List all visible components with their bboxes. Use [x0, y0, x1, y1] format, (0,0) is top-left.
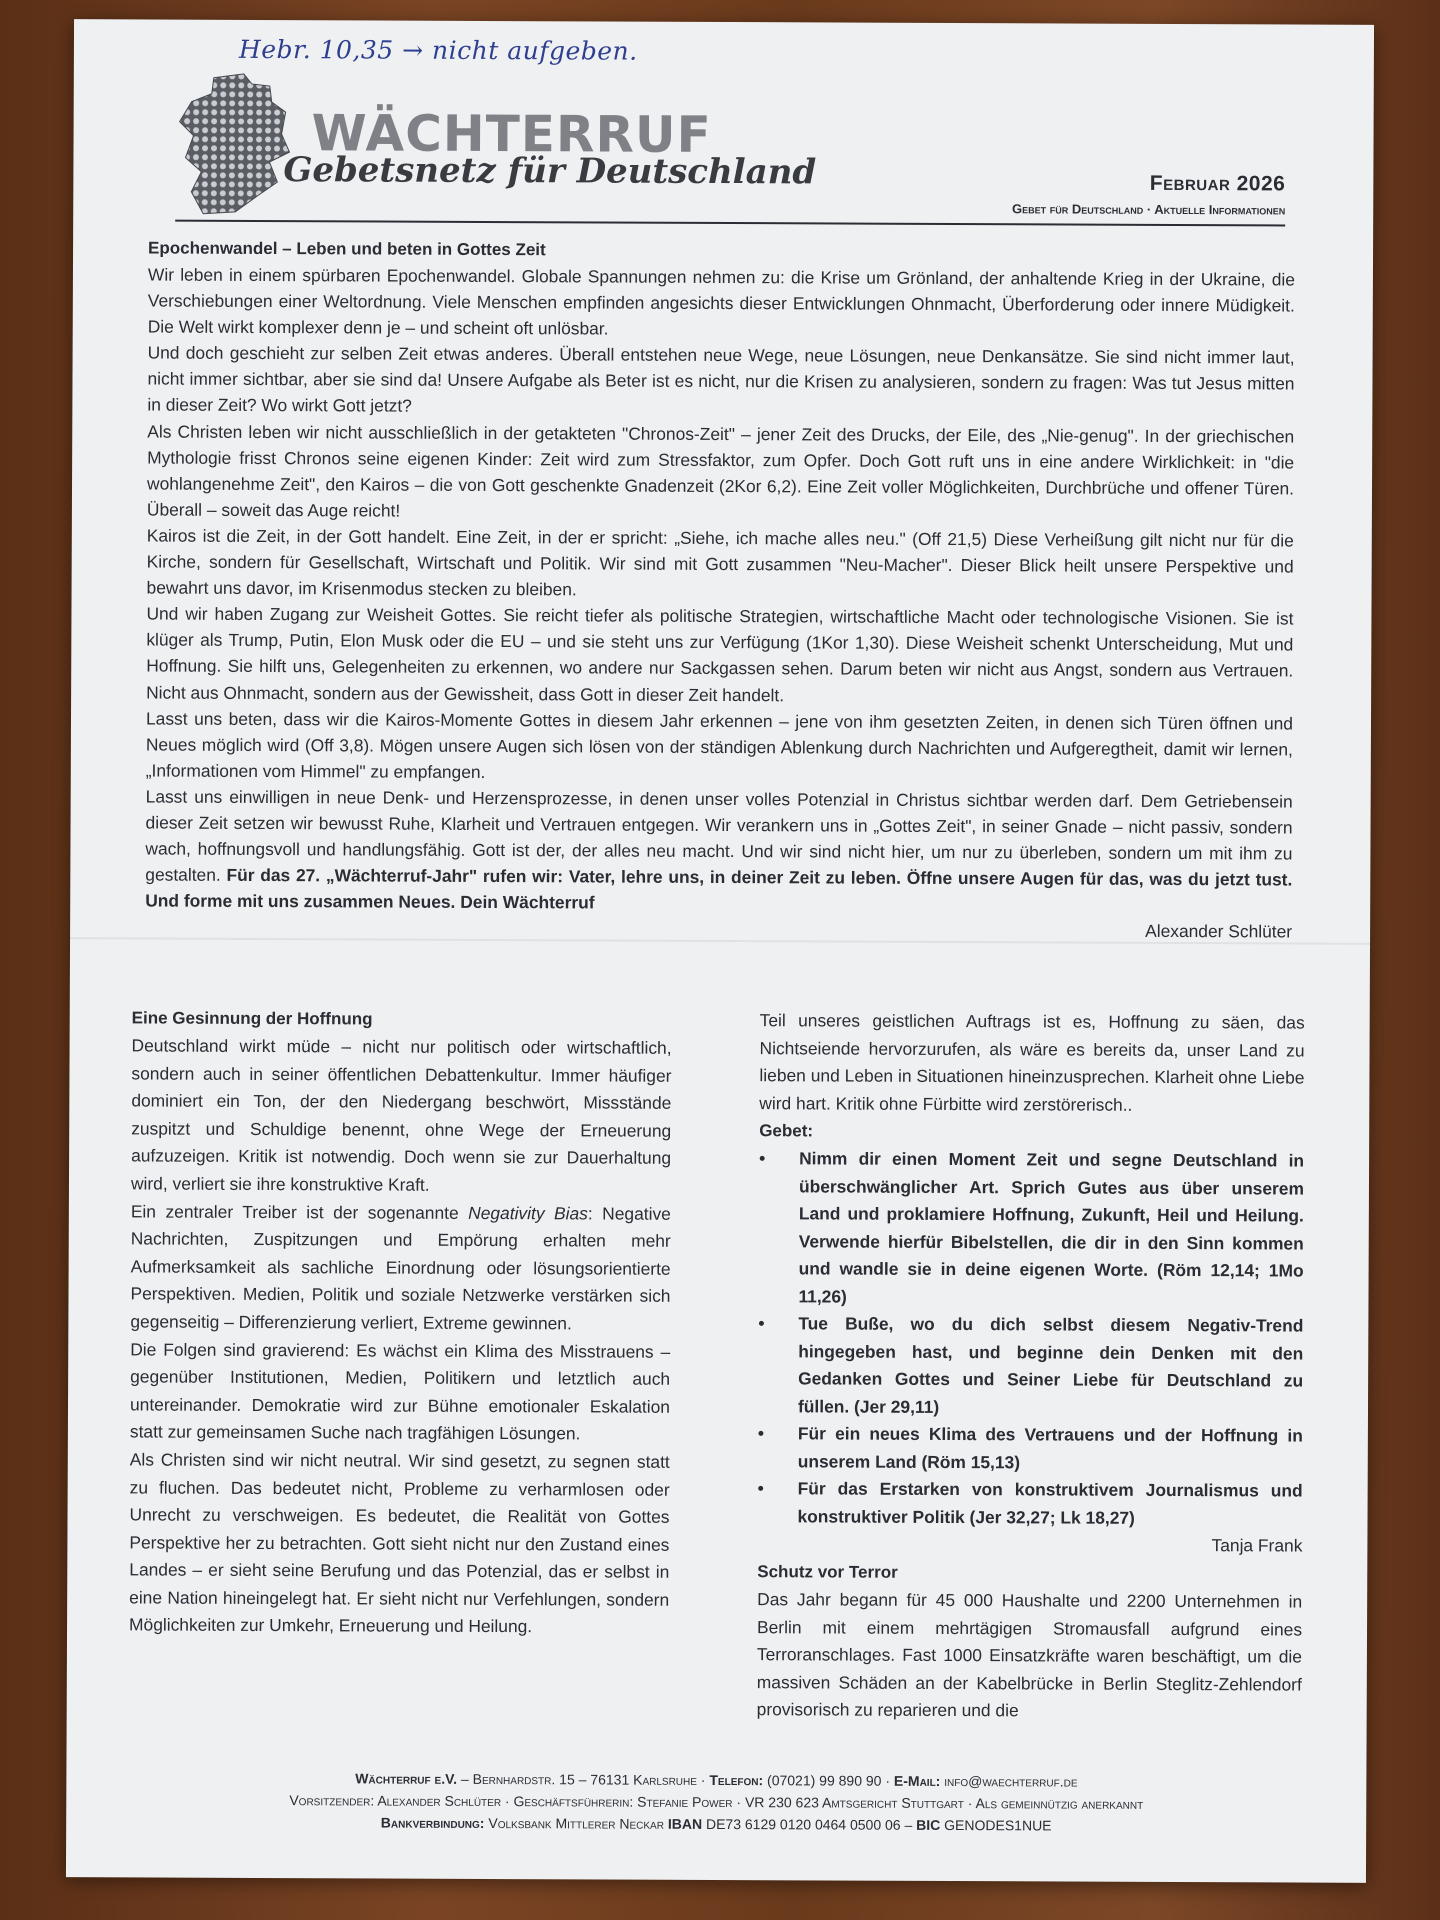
main-paragraph-3: Als Christen leben wir nicht ausschließlich in der getakteten "Chronos-Zeit" – jener Zeit des Drucks, der Eile, des „Nie-genug". In der griechischen Mythologie frisst Chronos seine eigenen Kinder: Zeit wird zum Stressfaktor, zum Opfer. Doch Gott ruft uns in eine andere Wirklichkeit: in "die wohlangenehme Zeit", den Kairos – die von Gott geschenkte Gnadenzeit (2Kor 6,2). Eine Zeit voller Möglichkeiten, Durchbrüche und offener Türen. Überall – soweit das Auge reicht!: [146, 421, 1295, 521]
main-paragraph-5: Und wir haben Zugang zur Weisheit Gottes. Sie reicht tiefer als politische Strategien, wirtschaftliche Macht oder technologische Visionen. Sie ist klüger als Trump, Putin, Elon Musk oder die EU – und sie steht uns zur Verfügung (1Kor 1,30). Diese Weisheit schenkt Unterscheidung, Mut und Hoffnung. Sie hilft uns, Gelegenheiten zu erkennen, wo andere nur Sackgassen sehen. Darum beten wir nicht aus Angst, sondern aus Vertrauen. Nicht aus Ohnmacht, sondern aus der Gewissheit, dass Gott in dieser Zeit handelt.: [146, 603, 1294, 705]
footer-line-3: [66, 1810, 1366, 1838]
left-article-heading: Eine Gesinnung der Hoffnung: [131, 1008, 373, 1029]
header-rule: [175, 220, 1285, 227]
germany-map-logo-icon: [173, 72, 294, 218]
prayer-heading: Gebet:: [759, 1121, 814, 1141]
footer: [66, 1766, 1366, 1838]
left-column: [129, 1004, 672, 1641]
footer-mail-label: E-Mail:: [893, 1772, 941, 1789]
footer-iban: DE73 6129 0120 0464 0500 06 –: [702, 1815, 917, 1833]
prayer-item: • Nimm dir einen Moment Zeit und segne Deutschland in überschwänglicher Art. Sprich Gutes aus über unserem Land und proklamiere Hoffnung, Zukunft, Heil und Heilung. Verwende hierfür Bibelstellen, die dir in den Sinn kommen und wandle sie in deine eigenen Worte. (Röm 12,14; 1Mo 11,26): [758, 1146, 1304, 1313]
left-paragraph-2-start: Ein zentraler Treiber ist der sogenannte: [130, 1200, 469, 1223]
tagline: Gebet für Deutschland · Aktuelle Informationen: [1011, 201, 1286, 218]
terror-heading: Schutz vor Terror: [757, 1562, 898, 1582]
footer-tel: (07021) 99 890 90 ·: [763, 1772, 894, 1789]
prayer-item: • Für ein neues Klima des Vertrauens und der Hoffnung in unserem Land (Röm 15,13): [758, 1421, 1303, 1478]
main-paragraph-4: Kairos ist die Zeit, in der Gott handelt. Eine Zeit, in der er spricht: „Siehe, ich mache alles neu." (Off 21,5) Diese Verheißung gilt nicht nur für die Kirche, sondern für Gesellschaft, Wirtschaft und Politik. Wir sind mit Gott zusammen "Neu-Macher". Dieser Blick heilt unsere Perspektive und bewahrt uns davor, im Krisenmodus stecken zu bleiben.: [146, 525, 1294, 600]
right-continuation: Teil unseres geistlichen Auftrags ist es, Hoffnung zu säen, das Nichtseiende hervorzurufen, als wäre es bereits da, unser Land zu lieben und Leben in Situationen hineinzusprechen. Klarheit ohne Liebe wird hart. Kritik ohne Fürbitte wird zerstörerisch..: [759, 1010, 1305, 1115]
left-paragraph-4: Als Christen sind wir nicht neutral. Wir sind gesetzt, zu segnen statt zu fluchen. Das bedeutet nicht, Probleme zu verharmlosen oder Unrecht zu verschweigen. Es bedeutet, die Realität von Gottes Perspektive her zu betrachten. Gott sieht nicht nur den Zustand eines Landes – er sieht seine Berufung und das Potenzial, das er selbst in eine Nation hineingelegt hat. Er sieht nicht nur Verfehlungen, sondern Möglichkeiten zur Umkehr, Erneuerung und Heilung.: [129, 1449, 670, 1637]
terror-paragraph: Das Jahr begann für 45 000 Haushalte und 2200 Unternehmen in Berlin mit einem mehrtägigen Stromausfall aufgrund eines Terroranschlages. Fast 1000 Einsatzkräfte waren beschäftigt, um die massiven Schäden an der Kabelbrücke in Berlin Steglitz-Zehlendorf provisorisch zu reparieren und die: [756, 1589, 1303, 1721]
logo-subtitle: Gebetsnetz für Deutschland: [283, 150, 817, 193]
prayer-list: [757, 1146, 1304, 1533]
footer-bic-label: BIC: [916, 1816, 941, 1833]
main-article: [145, 235, 1295, 944]
handwritten-note: Hebr. 10,35 → nicht aufgeben.: [238, 34, 638, 66]
left-paragraph-1: Deutschland wirkt müde – nicht nur politisch oder wirtschaftlich, sondern auch in seiner öffentlichen Debattenkultur. Immer häufiger dominiert ein Ton, der den Niedergang beschwört, Missstände zuspitzt und Schuldige benennt, ohne Wege der Erneuerung aufzuzeigen. Kritik ist notwendig. Doch wenn sie zur Dauerhaltung wird, verliert sie ihre konstruktive Kraft.: [130, 1035, 672, 1195]
logo-title: WÄCHTERRUF: [311, 104, 712, 164]
newsletter-page: [66, 19, 1374, 1883]
negativity-bias-term: Negativity Bias: [468, 1202, 588, 1223]
main-paragraph-2: Und doch geschieht zur selben Zeit etwas anderes. Überall entstehen neue Wege, neue Lösungen, neue Denkansätze. Sie sind nicht immer laut, nicht immer sichtbar, aber sie sind da! Unsere Aufgabe als Beter ist es nicht, nur die Krisen zu analysieren, sondern zu fragen: Was tut Jesus mitten in dieser Zeit? Wo wirkt Gott jetzt?: [147, 342, 1295, 417]
main-article-heading: Epochenwandel – Leben und beten in Gottes Zeit: [148, 238, 546, 260]
footer-org: Wächterruf e.V.: [355, 1770, 458, 1787]
main-paragraph-1: Wir leben in einem spürbaren Epochenwandel. Globale Spannungen nehmen zu: die Krise um Grönland, der anhaltende Krieg in der Ukraine, die Verschiebungen einer Weltordnung. Viele Menschen empfinden angesichts dieser Entwicklungen Ohnmacht, Überforderung oder innere Müdigkeit. Die Welt wirkt komplexer denn je – und scheint oft unlösbar.: [147, 264, 1295, 339]
left-paragraph-3: Die Folgen sind gravierend: Es wächst ein Klima des Misstrauens – gegenüber Institutionen, Medien, Politikern und letztlich auch untereinander. Demokratie wird zur Bühne emotionaler Eskalation statt zur gemeinsamen Suche nach tragfähigen Lösungen.: [129, 1338, 671, 1444]
main-paragraph-6: Lasst uns beten, dass wir die Kairos-Momente Gottes in diesem Jahr erkennen – jene von ihm gesetzten Zeiten, in denen sich Türen öffnen und Neues möglich wird (Off 3,8). Mögen unsere Augen sich lösen von der ständigen Ablenkung durch Nachrichten und Aufgeregtheit, damit wir lernen, „Informationen vom Himmel" zu empfangen.: [145, 708, 1294, 782]
main-paragraph-7-text: Lasst uns einwilligen in neue Denk- und Herzensprozesse, in denen unser volles Potenzial in Christus sichtbar werden darf. Dem Getriebensein dieser Zeit setzen wir bewusst Ruhe, Klarheit und Vertrauen entgegen. Wir verankern uns in „Gottes Zeit", in seiner Gnade – nicht passiv, sondern wach, hoffnungsvoll und handlungsfähig. Gott ist der, der alles neu macht. Und wir sind nicht hier, um nur zu überleben, sondern um mit ihm zu gestalten.: [145, 786, 1293, 886]
main-article-author: Alexander Schlüter: [1145, 921, 1293, 942]
main-closing-call: Für das 27. „Wächterruf-Jahr" rufen wir: Vater, lehre uns, in deiner Zeit zu leben. Öffne unsere Augen für das, was du jetzt tust. Und forme mit uns zusammen Neues. Dein Wächterruf: [145, 865, 1293, 913]
footer-bank-label: Bankverbindung:: [380, 1814, 485, 1831]
main-paragraph-7: [145, 783, 1293, 918]
footer-address: – Bernhardstr. 15 – 76131 Karlsruhe ·: [457, 1770, 710, 1788]
footer-iban-label: IBAN: [667, 1815, 703, 1832]
footer-mail: info@waechterruf.de: [940, 1772, 1078, 1790]
prayer-author: Tanja Frank: [1211, 1535, 1303, 1556]
left-paragraph-2-end: : Negative Nachrichten, Zuspitzungen und Empörung erhalten mehr Aufmerksamkeit als sachliche Einordnung oder lösungsorientierte Perspektiven. Medien, Politik und soziale Netzwerke verstärken sich gegenseitig – Differenzierung verliert, Extreme gewinnen.: [130, 1202, 671, 1334]
prayer-item: • Für das Erstarken von konstruktivem Journalismus und konstruktiver Politik (Jer 32,27; Lk 18,27): [757, 1476, 1302, 1533]
issue-date: Februar 2026: [1149, 171, 1286, 196]
right-column: [757, 1007, 1305, 1726]
left-paragraph-2: [130, 1198, 671, 1338]
footer-line-2: Vorsitzender: Alexander Schlüter · Geschäftsführerin: Stefanie Power · VR 230 623 Amtsgericht Stuttgart · Als gemeinnützig anerkannt: [289, 1792, 1144, 1812]
footer-bic: GENODES1NUE: [940, 1816, 1052, 1834]
footer-tel-label: Telefon:: [709, 1771, 764, 1789]
prayer-item: • Tue Buße, wo du dich selbst diesem Negativ-Trend hingegeben hast, und beginne dein Denken mit den Gedanken Gottes und Seiner Liebe für Deutschland zu füllen. (Jer 29,11): [758, 1311, 1303, 1423]
footer-bank: Volksbank Mittlerer Neckar: [484, 1814, 668, 1832]
